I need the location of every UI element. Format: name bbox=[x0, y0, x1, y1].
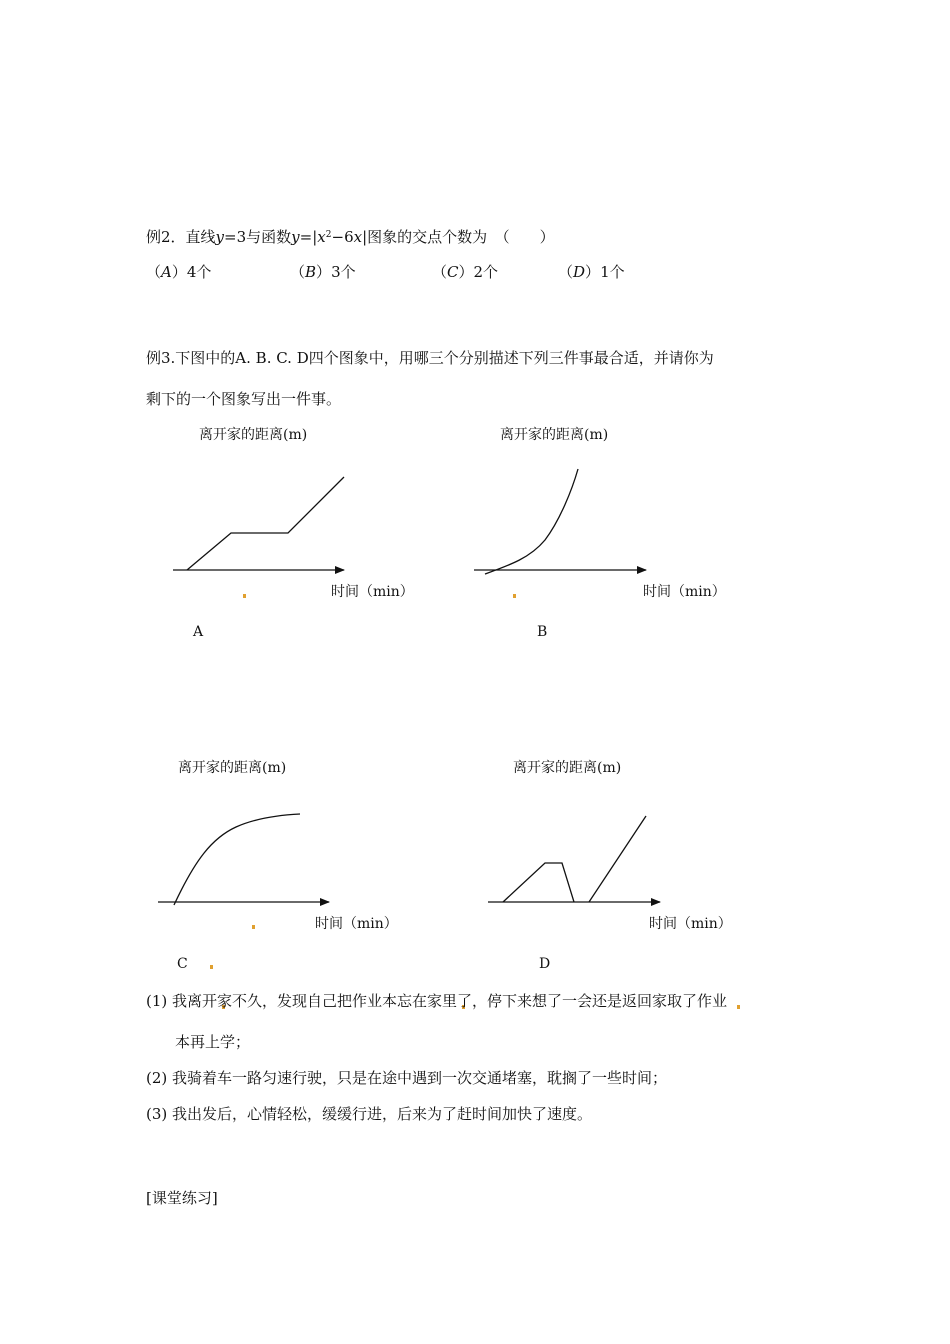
graph-d-curve-1 bbox=[503, 863, 574, 902]
graph-d-ylabel: 离开家的距离(m) bbox=[513, 760, 622, 776]
ex2-mid: 与函数 bbox=[246, 228, 292, 246]
graph-a-curve bbox=[187, 477, 344, 570]
ex2-var-x1: x bbox=[317, 228, 326, 246]
graph-d-xlabel: 时间（min） bbox=[649, 916, 732, 932]
option-a-text: 4个 bbox=[186, 263, 212, 281]
ex3-line1: 例3.下图中的A. B. C. D四个图象中，用哪三个分别描述下列三件事最合适，并请你为 bbox=[146, 349, 714, 367]
option-b-text: 3个 bbox=[331, 263, 356, 281]
ex2-suffix: |图象的交点个数为 （ ） bbox=[362, 228, 555, 246]
ex2-exponent: 2 bbox=[325, 230, 332, 240]
ex2-var-y1: y bbox=[215, 228, 225, 246]
ex2-bar: | bbox=[312, 228, 318, 246]
ex2-var-x2: x bbox=[353, 228, 363, 246]
ex2-prefix: 例2．直线 bbox=[146, 228, 216, 246]
option-c-letter: C bbox=[447, 263, 459, 281]
item-2: (2) 我骑着车一路匀速行驶，只是在途中遇到一次交通堵塞，耽搁了一些时间； bbox=[146, 1069, 668, 1087]
option-a-letter: A bbox=[161, 263, 172, 281]
ex2-eq2: = bbox=[299, 228, 313, 246]
ex2-minus: −6 bbox=[331, 228, 354, 246]
graph-c-xlabel: 时间（min） bbox=[315, 916, 398, 932]
option-c-text: 2个 bbox=[473, 263, 499, 281]
ex2-option-c: （C）2个 bbox=[432, 263, 499, 281]
practice-heading: [课堂练习] bbox=[146, 1189, 218, 1207]
graph-a-dot bbox=[243, 594, 246, 598]
item-1-dot-3 bbox=[737, 1005, 740, 1009]
graph-a-caption: A bbox=[193, 624, 204, 640]
ex3-line2: 剩下的一个图象写出一件事。 bbox=[146, 390, 342, 408]
graph-c-ylabel: 离开家的距离(m) bbox=[178, 760, 287, 776]
option-d-text: 1个 bbox=[600, 263, 625, 281]
graph-a-xlabel: 时间（min） bbox=[331, 584, 414, 600]
graph-b-ylabel: 离开家的距离(m) bbox=[500, 427, 609, 443]
graph-d-curve-2 bbox=[589, 816, 646, 902]
graph-d-caption: D bbox=[539, 956, 551, 972]
graph-c-dot-1 bbox=[252, 925, 255, 929]
graph-b-curve bbox=[485, 469, 578, 574]
ex2-option-d: （D）1个 bbox=[558, 263, 625, 281]
item-3: (3) 我出发后，心情轻松，缓缓行进，后来为了赶时间加快了速度。 bbox=[146, 1105, 593, 1123]
item-1-line2: 本再上学； bbox=[175, 1033, 251, 1051]
ex2-option-b: （B）3个 bbox=[290, 263, 356, 281]
item-1-line1: (1) 我离开家不久，发现自己把作业本忘在家里了，停下来想了一会还是返回家取了作业 bbox=[146, 992, 728, 1010]
graph-a-ylabel: 离开家的距离(m) bbox=[199, 427, 308, 443]
option-b-letter: B bbox=[305, 263, 317, 281]
graph-c-caption: C bbox=[177, 956, 188, 972]
ex2-option-a: （A）4个 bbox=[146, 263, 212, 281]
ex2-var-y2: y bbox=[291, 228, 300, 246]
graph-c-curve bbox=[174, 814, 300, 905]
option-d-letter: D bbox=[573, 263, 586, 281]
graph-b-xlabel: 时间（min） bbox=[643, 584, 726, 600]
graph-b-caption: B bbox=[537, 624, 548, 640]
ex2-eq1: =3 bbox=[224, 228, 247, 246]
graph-c-dot-2 bbox=[210, 965, 213, 969]
graph-b-dot bbox=[513, 594, 516, 598]
